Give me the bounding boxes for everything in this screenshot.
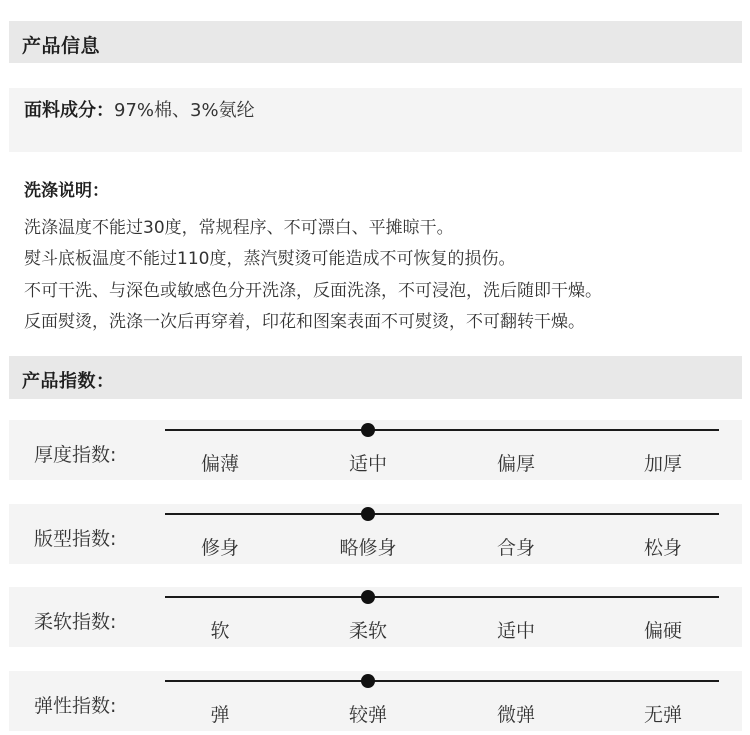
index-row-thickness xyxy=(9,420,742,480)
index-row-elasticity xyxy=(9,671,742,731)
index-row-fit xyxy=(9,504,742,564)
index-option: 偏厚 xyxy=(496,453,535,475)
index-option: 加厚 xyxy=(643,453,682,475)
index-option: 无弹 xyxy=(643,704,682,726)
index-marker xyxy=(361,674,375,688)
fabric-composition xyxy=(24,96,255,122)
index-label: 弹性指数: xyxy=(34,695,117,717)
washing-title: 洗涤说明： xyxy=(24,181,109,201)
washing-line: 熨斗底板温度不能过110度，蒸汽熨烫可能造成不可恢复的损伤。 xyxy=(24,249,516,269)
fabric-value: 97%棉、3%氨纶 xyxy=(114,100,255,121)
washing-line: 不可干洗、与深色或敏感色分开洗涤，反面洗涤，不可浸泡，洗后随即干燥。 xyxy=(24,281,602,301)
indices-header xyxy=(9,356,742,399)
index-option: 松身 xyxy=(643,537,682,559)
indices-title: 产品指数： xyxy=(22,371,115,392)
index-marker xyxy=(361,507,375,521)
index-option: 偏硬 xyxy=(643,620,682,642)
index-label: 柔软指数: xyxy=(34,611,117,633)
index-marker xyxy=(361,590,375,604)
washing-line: 洗涤温度不能过30度，常规程序、不可漂白、平摊晾干。 xyxy=(24,218,454,238)
index-option: 较弹 xyxy=(348,704,387,726)
index-label: 版型指数: xyxy=(34,528,117,550)
index-scale-line xyxy=(165,596,719,598)
index-option: 合身 xyxy=(496,537,535,559)
index-row-softness xyxy=(9,587,742,647)
index-option: 软 xyxy=(210,620,230,642)
washing-line: 反面熨烫，洗涤一次后再穿着，印花和图案表面不可熨烫，不可翻转干燥。 xyxy=(24,312,585,332)
fabric-label: 面料成分： xyxy=(24,100,114,121)
index-option: 弹 xyxy=(210,704,230,726)
index-option: 微弹 xyxy=(496,704,535,726)
index-option: 修身 xyxy=(200,537,239,559)
index-scale-line xyxy=(165,429,719,431)
index-option: 适中 xyxy=(348,453,387,475)
index-option: 偏薄 xyxy=(200,453,239,475)
index-option: 柔软 xyxy=(348,620,387,642)
index-scale-line xyxy=(165,513,719,515)
index-marker xyxy=(361,423,375,437)
index-option: 略修身 xyxy=(339,537,397,559)
index-label: 厚度指数: xyxy=(34,444,117,466)
product-info-header xyxy=(9,21,742,63)
index-option: 适中 xyxy=(496,620,535,642)
index-scale-line xyxy=(165,680,719,682)
product-info-title: 产品信息 xyxy=(22,35,101,57)
